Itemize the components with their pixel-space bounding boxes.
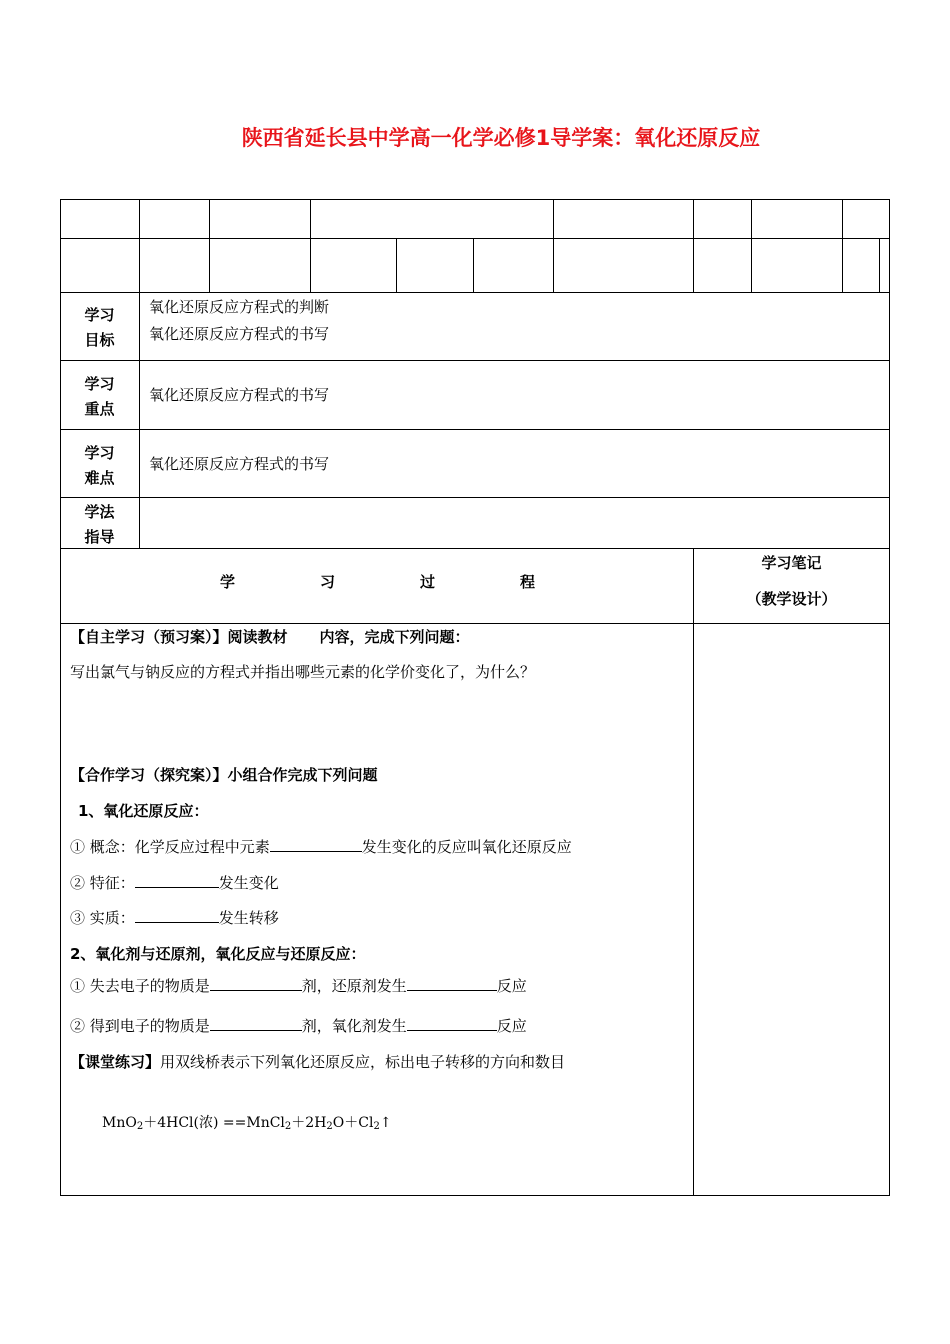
difficulty-text: 氧化还原反应方程式的书写 xyxy=(149,455,330,473)
goal-line-1: 氧化还原反应方程式的判断 xyxy=(149,298,330,316)
method-label-line2: 指导 xyxy=(84,528,115,546)
section2-title: 2、氧化剂与还原剂，氧化反应与还原反应： xyxy=(70,945,366,963)
key-label-line1: 学习 xyxy=(84,375,115,393)
process-char-1: 学 xyxy=(220,573,236,591)
self-study-heading-tail: 内容，完成下列问题： xyxy=(319,628,470,646)
item-essence xyxy=(70,908,279,928)
blank-6[interactable] xyxy=(210,1016,302,1031)
notes-subheader: （教学设计） xyxy=(746,590,837,608)
goal-label-line1: 学习 xyxy=(84,306,115,324)
eq-part-3: ＋2H xyxy=(291,1115,327,1131)
item-lose-c: 反应 xyxy=(496,977,527,995)
eq-part-1: MnO xyxy=(102,1115,137,1131)
eq-sub-1: 2 xyxy=(136,1121,144,1132)
blank-7[interactable] xyxy=(407,1016,497,1031)
eq-sub-4: 2 xyxy=(373,1121,380,1132)
process-char-4: 程 xyxy=(520,573,536,591)
item-gain-a: ② 得到电子的物质是 xyxy=(70,1017,210,1035)
item-gain-b: 剂，氧化剂发生 xyxy=(301,1017,407,1035)
item-lose-electrons xyxy=(70,976,527,996)
eq-part-2: ＋4HCl(浓) ==MnCl xyxy=(143,1115,285,1131)
difficulty-label-line2: 难点 xyxy=(84,469,115,487)
process-char-3: 过 xyxy=(420,573,436,591)
method-label-line1: 学法 xyxy=(84,503,115,521)
eq-sub-2: 2 xyxy=(284,1121,292,1132)
difficulty-label-line1: 学习 xyxy=(84,444,115,462)
item-concept xyxy=(70,837,572,857)
practice-heading: 【课堂练习】 xyxy=(70,1053,161,1071)
item-lose-a: ① 失去电子的物质是 xyxy=(70,977,210,995)
practice-line xyxy=(70,1052,565,1072)
eq-part-4: O＋Cl xyxy=(332,1115,374,1131)
coop-heading: 【合作学习（探究案）】小组合作完成下列问题 xyxy=(70,766,378,784)
item-essence-b: 发生转移 xyxy=(218,909,279,927)
item-concept-a: ① 概念：化学反应过程中元素 xyxy=(70,838,270,856)
process-char-2: 习 xyxy=(320,573,336,591)
item-feature-b: 发生变化 xyxy=(218,874,279,892)
blank-1[interactable] xyxy=(270,837,362,852)
item-gain-c: 反应 xyxy=(496,1017,527,1035)
item-feature xyxy=(70,873,279,893)
key-label-line2: 重点 xyxy=(84,400,115,418)
section1-title: 1、氧化还原反应： xyxy=(78,802,209,820)
reaction-equation xyxy=(102,1113,392,1133)
item-lose-b: 剂，还原剂发生 xyxy=(301,977,407,995)
practice-text: 用双线桥表示下列氧化还原反应，标出电子转移的方向和数目 xyxy=(160,1053,566,1071)
goal-label-line2: 目标 xyxy=(84,331,115,349)
goal-line-2: 氧化还原反应方程式的书写 xyxy=(149,325,330,343)
blank-5[interactable] xyxy=(407,976,497,991)
eq-sub-3: 2 xyxy=(326,1121,333,1132)
notes-header: 学习笔记 xyxy=(761,554,822,572)
item-concept-b: 发生变化的反应叫氧化还原反应 xyxy=(361,838,572,856)
blank-3[interactable] xyxy=(135,908,219,923)
gas-arrow-icon: ↑ xyxy=(379,1115,392,1131)
self-study-heading xyxy=(70,627,470,647)
self-study-question: 写出氯气与钠反应的方程式并指出哪些元素的化学价变化了，为什么？ xyxy=(70,663,536,681)
item-gain-electrons xyxy=(70,1016,527,1036)
item-feature-a: ② 特征： xyxy=(70,874,135,892)
key-text: 氧化还原反应方程式的书写 xyxy=(149,386,330,404)
self-study-heading-text: 【自主学习（预习案）】阅读教材 xyxy=(70,628,288,646)
blank-2[interactable] xyxy=(135,873,219,888)
item-essence-a: ③ 实质： xyxy=(70,909,135,927)
page-title: 陕西省延长县中学高一化学必修1导学案：氧化还原反应 xyxy=(241,126,761,150)
blank-4[interactable] xyxy=(210,976,302,991)
